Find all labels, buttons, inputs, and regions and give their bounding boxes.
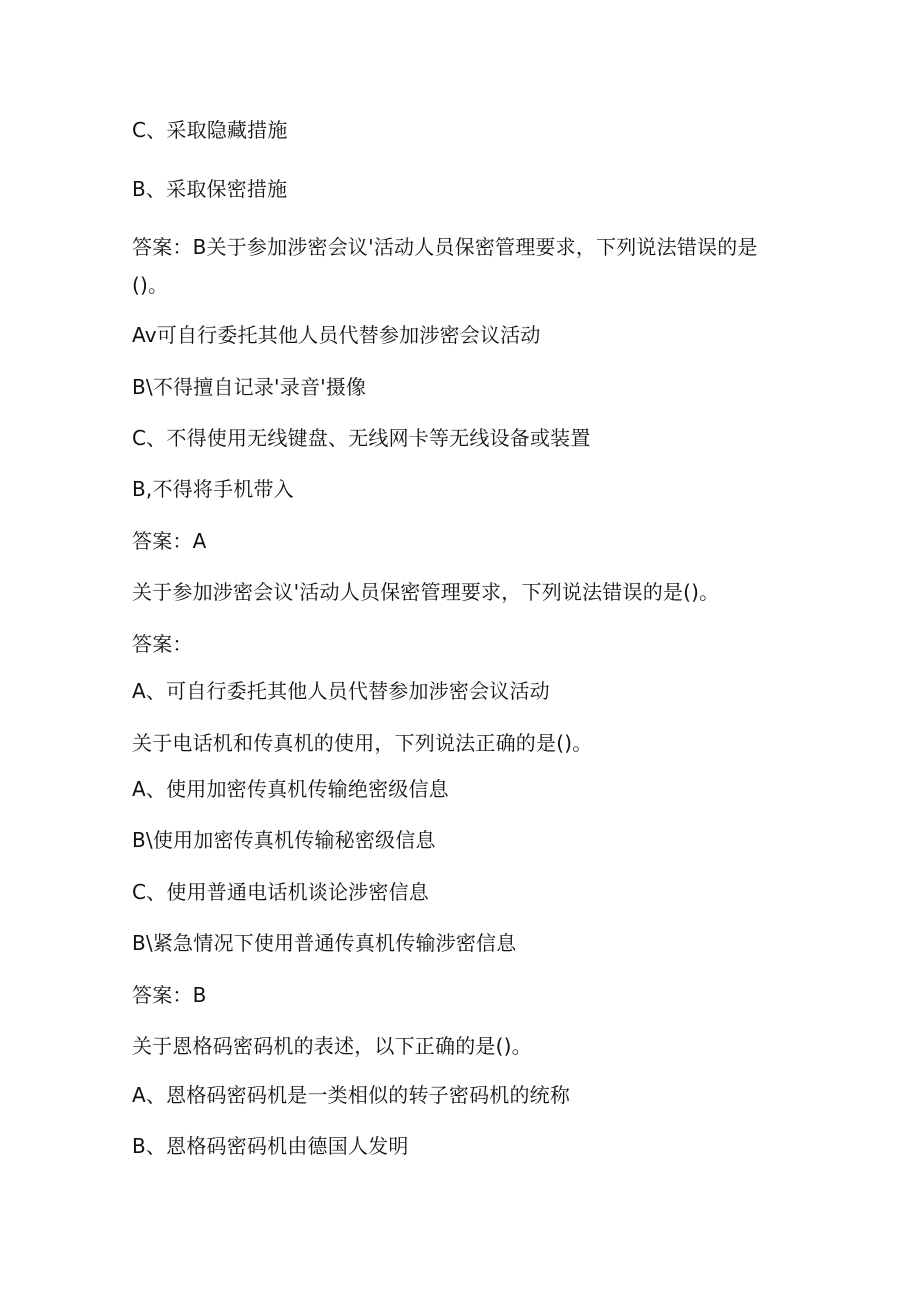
question-line: 关于恩格码密码机的表述，以下正确的是()。 <box>132 1034 532 1058</box>
answer-line: 答案：A <box>132 529 207 553</box>
option-line: A、使用加密传真机传输绝密级信息 <box>132 777 449 801</box>
option-line: A、恩格码密码机是一类相似的转子密码机的统称 <box>132 1083 571 1107</box>
answer-question-paragraph: 答案：B关于参加涉密会议'活动人员保密管理要求，下列说法错误的是()。 <box>132 235 758 297</box>
answer-line: 答案： <box>132 632 193 656</box>
answer-line: 答案：B <box>132 983 207 1007</box>
option-line: B,不得将手机带入 <box>132 477 294 501</box>
option-line: C、不得使用无线键盘、无线网卡等无线设备或装置 <box>132 426 591 450</box>
option-line: B、采取保密措施 <box>132 177 288 201</box>
option-line: Av可自行委托其他人员代替参加涉密会议活动 <box>132 323 541 347</box>
question-line: 关于参加涉密会议'活动人员保密管理要求，下列说法错误的是()。 <box>132 580 720 604</box>
option-line: B\不得擅自记录'录音'摄像 <box>132 375 367 399</box>
option-line: C、使用普通电话机谈论涉密信息 <box>132 880 429 904</box>
option-line: B、恩格码密码机由德国人发明 <box>132 1134 409 1158</box>
option-line: A、可自行委托其他人员代替参加涉密会议活动 <box>132 679 550 703</box>
question-line: 关于电话机和传真机的使用，下列说法正确的是()。 <box>132 731 593 755</box>
option-line: B\使用加密传真机传输秘密级信息 <box>132 828 436 852</box>
option-line: C、采取隐藏措施 <box>132 118 288 142</box>
option-line: B\紧急情况下使用普通传真机传输涉密信息 <box>132 931 517 955</box>
